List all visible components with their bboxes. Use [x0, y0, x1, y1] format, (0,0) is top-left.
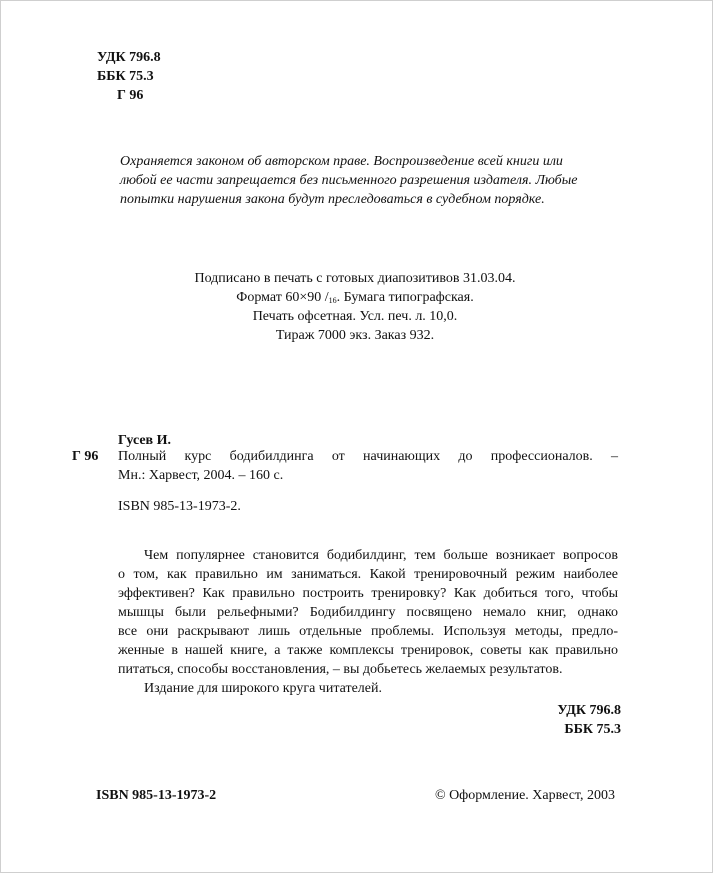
copyright-notice [120, 152, 620, 209]
classification-udk: УДК 796.8 [557, 703, 621, 718]
footer-copyright: © Оформление. Харвест, 2003 [434, 788, 615, 803]
classification-bbk: ББК 75.3 [564, 722, 621, 737]
notice-line: попытки нарушения закона будут преследоваться в судебном порядке. [120, 192, 545, 207]
annotation-line: женные в нашей книге, а также комплексы тренировок, советы как правильно [118, 643, 618, 658]
notice-line: Охраняется законом об авторском праве. Воспроизведение всей книги или [120, 154, 563, 169]
header-codes [97, 48, 161, 105]
imprint-run: Тираж 7000 экз. Заказ 932. [275, 328, 435, 343]
annotation-line: о том, как правильно им заниматься. Какой тренировочный режим наиболее [118, 567, 618, 582]
biblio-isbn: ISBN 985-13-1973-2. [118, 499, 241, 514]
header-author-mark: Г 96 [117, 88, 144, 103]
header-udk: УДК 796.8 [97, 50, 161, 65]
header-bbk: ББК 75.3 [97, 69, 154, 84]
imprint-signed: Подписано в печать с готовых диапозитивов 31.03.04. [194, 271, 516, 286]
biblio-title-line: Полный курс бодибилдинга от начинающих до профессионалов. – [118, 449, 618, 464]
biblio-publisher-line: Мн.: Харвест, 2004. – 160 с. [118, 468, 284, 483]
imprint-format-prefix: Формат 60×90 / [236, 290, 329, 305]
biblio-description [118, 447, 618, 485]
notice-line: любой ее части запрещается без письменного разрешения издателя. Любые [120, 173, 578, 188]
imprint-format [150, 288, 560, 307]
annotation-line: эффективен? Как правильно построить тренировку? Как добиться того, чтобы [118, 586, 618, 601]
imprint-print: Печать офсетная. Усл. печ. л. 10,0. [252, 309, 458, 324]
imprint [150, 269, 560, 345]
annotation-line: питаться, способы восстановления, – вы добьетесь желаемых результатов. [118, 662, 563, 677]
imprint-format-sub: 16 [328, 296, 337, 305]
annotation-line: все они раскрывают лишь отдельные проблемы. Используя методы, предло- [118, 624, 618, 639]
annotation-line: мышцы были рельефными? Бодибилдингу посвящено немало книг, однако [118, 605, 618, 620]
biblio-code: Г 96 [72, 449, 99, 464]
imprint-format-suffix: . Бумага типографская. [336, 290, 474, 305]
annotation-audience: Издание для широкого круга читателей. [144, 681, 382, 696]
footer-isbn: ISBN 985-13-1973-2 [96, 788, 217, 803]
biblio-author: Гусев И. [118, 433, 171, 448]
annotation-line: Чем популярнее становится бодибилдинг, тем больше возникает вопросов [144, 548, 618, 563]
classification-codes [557, 701, 621, 739]
annotation [118, 546, 618, 698]
